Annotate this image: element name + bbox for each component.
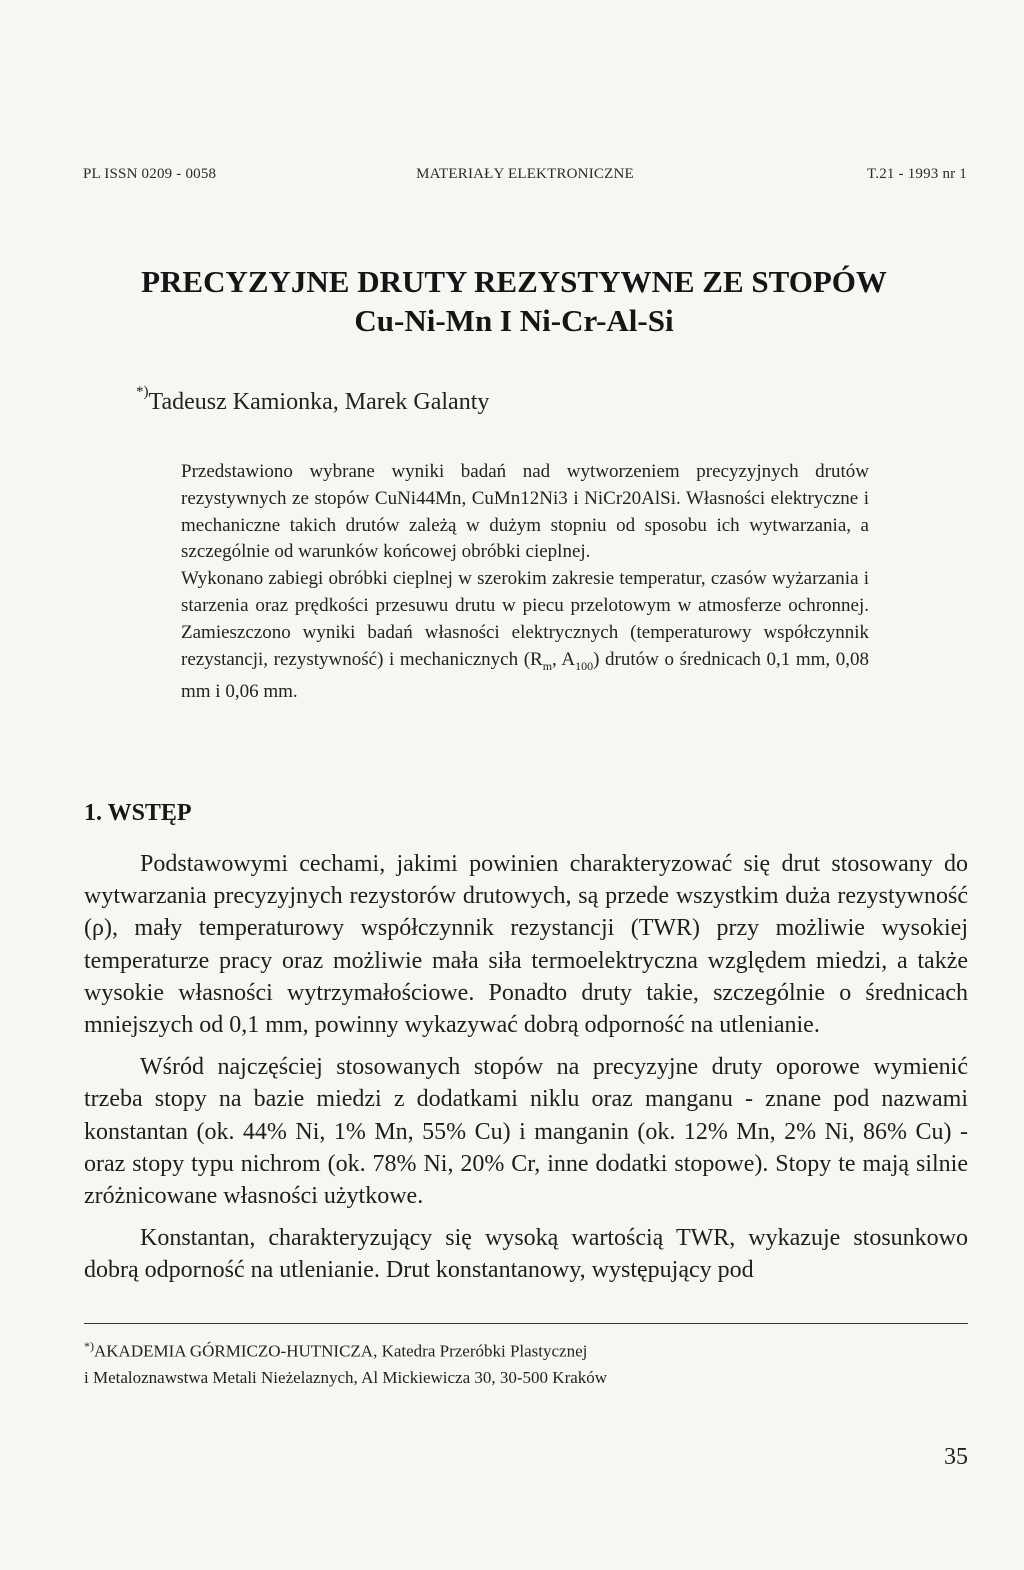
body-text xyxy=(84,848,968,1297)
footnote-affiliation: AKADEMIA GÓRMICZO-HUTNICZA, Katedra Przeróbki Plastycznej xyxy=(94,1341,588,1361)
footnote-divider xyxy=(84,1323,968,1324)
abstract-a-text: , A xyxy=(552,648,576,670)
body-paragraph-2: Wśród najczęściej stosowanych stopów na precyzyjne druty oporowe wymienić trzeba stopy na bazie miedzi z dodatkami niklu oraz manganu - znane pod nazwami konstantan (ok. 44% Ni, 1% Mn, 55% Cu) i manganin (ok. 12% Mn, 2% Ni, 86% Cu) - oraz stopy typu nichrom (ok. 78% Ni, 20% Cr, inne dodatki stopowe). Stopy te mają silnie zróżnicowane własności użytkowe. xyxy=(84,1054,968,1210)
footnote-line-2: i Metaloznawstwa Metali Nieżelaznych, Al Mickiewicza 30, 30-500 Kraków xyxy=(84,1367,608,1387)
title-line-1: PRECYZYJNE DRUTY REZYSTYWNE ZE STOPÓW xyxy=(141,264,887,299)
footnote-marker: *) xyxy=(84,1339,94,1353)
body-paragraph-3: Konstantan, charakteryzujący się wysoką wartością TWR, wykazuje stosunkowo dobrą odporność na utlenianie. Drut konstantanowy, występujący pod xyxy=(84,1225,968,1284)
body-paragraph-1: Podstawowymi cechami, jakimi powinien charakteryzować się drut stosowany do wytwarzania precyzyjnych rezystorów drutowych, są przede wszystkim duża rezystywność (ρ), mały temperaturowy współczynnik rezystancji (TWR) przy możliwie wysokiej temperaturze pracy oraz możliwie mała siła termoelektryczna względem miedzi, a także wysokie własności wytrzymałościowe. Ponadto druty takie, szczególnie o średnicach mniejszych od 0,1 mm, powinny wykazywać dobrą odporność na utlenianie. xyxy=(84,851,968,1039)
title-line-2: Cu-Ni-Mn I Ni-Cr-Al-Si xyxy=(354,303,674,338)
header-journal: MATERIAŁY ELEKTRONICZNE xyxy=(416,166,634,182)
footnote-line-1 xyxy=(84,1333,968,1365)
abstract-p2-end: ) drutów o średnicach 0,1 mm, 0,08 mm i 0,06 mm. xyxy=(181,648,869,703)
abstract-p2-start: Wykonano zabiegi obróbki cieplnej w szerokim zakresie temperatur, czasów wyżarzania i starzenia oraz prędkości przesuwu drutu w piecu przelotowym w atmosferze ochronnej. Zamieszczono wyniki badań własności elektrycznych (temperaturowy współczynnik rezystancji, rezystywność) i mechanicznych (R xyxy=(181,568,869,670)
page-number: 35 xyxy=(944,1444,968,1470)
section-heading: 1. WSTĘP xyxy=(84,800,192,826)
header-issn: PL ISSN 0209 - 0058 xyxy=(83,166,217,182)
rm-subscript: m xyxy=(542,658,553,673)
author-footnote-marker: *) xyxy=(136,384,149,400)
author-names: Tadeusz Kamionka, Marek Galanty xyxy=(148,389,490,415)
abstract xyxy=(181,459,869,706)
authors xyxy=(136,384,490,416)
abstract-paragraph-2 xyxy=(181,566,869,706)
abstract-paragraph-1: Przedstawiono wybrane wyniki badań nad wytworzeniem precyzyjnych drutów rezystywnych ze stopów CuNi44Mn, CuMn12Ni3 i NiCr20AlSi. Własności elektryczne i mechaniczne takich drutów zależą w dużym stopniu od sposobu ich wytwarzania, a szczególnie od warunków końcowej obróbki cieplnej. xyxy=(181,461,869,563)
a-subscript: 100 xyxy=(575,658,594,673)
paper-title xyxy=(60,262,968,340)
header-volume: T.21 - 1993 nr 1 xyxy=(867,166,967,182)
footnote xyxy=(84,1333,968,1391)
